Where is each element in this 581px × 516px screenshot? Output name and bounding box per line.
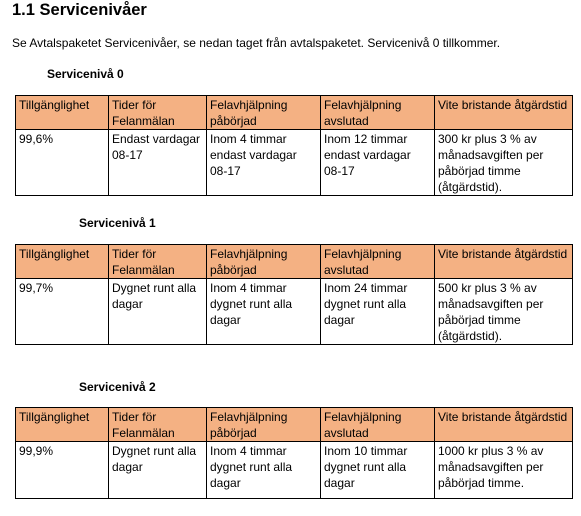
cell-fix-completed: Inom 10 timmar dygnet runt alla dagar <box>321 442 435 499</box>
cell-fix-started: Inom 4 timmar endast vardagar 08-17 <box>207 130 321 196</box>
header-penalty: Vite bristande åtgärdstid <box>435 408 573 442</box>
header-penalty: Vite bristande åtgärdstid <box>435 96 573 130</box>
header-fix-started: Felavhjälpning påbörjad <box>207 96 321 130</box>
table-header-row <box>16 96 573 130</box>
section-heading: 1.1 Servicenivåer <box>12 1 147 19</box>
header-availability: Tillgänglighet <box>16 408 109 442</box>
level-title-0: Servicenivå 0 <box>47 67 124 81</box>
cell-penalty: 300 kr plus 3 % av månadsavgiften per påbörjad timme (åtgärdstid). <box>435 130 573 196</box>
table-header-row <box>16 408 573 442</box>
header-availability: Tillgänglighet <box>16 245 109 279</box>
service-level-table-0 <box>15 95 573 196</box>
header-fix-started: Felavhjälpning påbörjad <box>207 408 321 442</box>
cell-fix-started: Inom 4 timmar dygnet runt alla dagar <box>207 279 321 345</box>
level-title-2: Servicenivå 2 <box>79 380 156 394</box>
table-header-row <box>16 245 573 279</box>
table-row <box>16 442 573 499</box>
table-row <box>16 279 573 345</box>
header-fix-completed: Felavhjälpning avslutad <box>321 245 435 279</box>
cell-availability: 99,6% <box>16 130 109 196</box>
header-report-times: Tider för Felanmälan <box>109 408 207 442</box>
header-report-times: Tider för Felanmälan <box>109 96 207 130</box>
table-row <box>16 130 573 196</box>
service-level-table-2 <box>15 407 573 499</box>
header-fix-completed: Felavhjälpning avslutad <box>321 96 435 130</box>
cell-penalty: 1000 kr plus 3 % av månadsavgiften per påbörjad timme. <box>435 442 573 499</box>
cell-report-times: Dygnet runt alla dagar <box>109 442 207 499</box>
cell-availability: 99,7% <box>16 279 109 345</box>
cell-report-times: Dygnet runt alla dagar <box>109 279 207 345</box>
header-fix-completed: Felavhjälpning avslutad <box>321 408 435 442</box>
cell-fix-completed: Inom 12 timmar endast vardagar 08-17 <box>321 130 435 196</box>
service-level-table-1 <box>15 244 573 345</box>
cell-penalty: 500 kr plus 3 % av månadsavgiften per påbörjad timme (åtgärdstid). <box>435 279 573 345</box>
header-report-times: Tider för Felanmälan <box>109 245 207 279</box>
level-title-1: Servicenivå 1 <box>79 216 156 230</box>
header-availability: Tillgänglighet <box>16 96 109 130</box>
cell-fix-completed: Inom 24 timmar dygnet runt alla dagar <box>321 279 435 345</box>
cell-report-times: Endast vardagar 08-17 <box>109 130 207 196</box>
cell-availability: 99,9% <box>16 442 109 499</box>
header-fix-started: Felavhjälpning påbörjad <box>207 245 321 279</box>
header-penalty: Vite bristande åtgärdstid <box>435 245 573 279</box>
cell-fix-started: Inom 4 timmar dygnet runt alla dagar <box>207 442 321 499</box>
intro-text: Se Avtalspaketet Servicenivåer, se nedan taget från avtalspaketet. Servicenivå 0 tillkommer. <box>12 36 501 50</box>
